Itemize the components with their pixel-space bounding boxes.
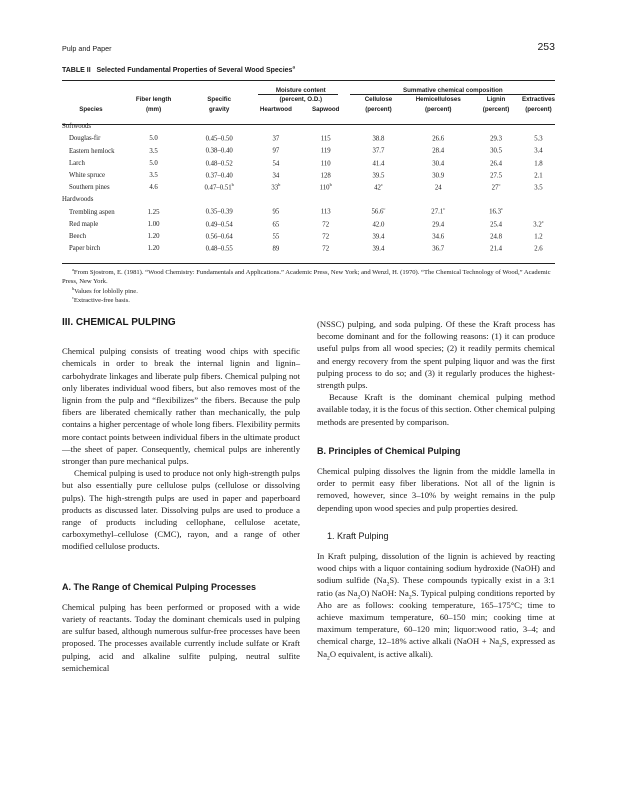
paragraph-kraft: In Kraft pulping, dissolution of the lignin is achieved by reacting wood chips with a liquor containing sodium hydroxide (NaOH) and sodium sulfide $(Na_2S)$. These compounds typically exist in a 3:1 ratio (as $Na_2O$) NaOH: $Na_2S$. Typical pulping conditions reported by Aho are as follows: cooking temperature, 165–175°C; time to achieve maximum temperature, 60–150 min; cooking time at maximum temperature, 60–120 min; liquor:wood ratio, 3–4; and chemical charge, 12–18% active alkali (NaOH + $Na_2S$, expressed as $Na_2O$ equivalent, is active alkali). [317,551,555,662]
table-cell: 21.4 [490,245,502,253]
table-cell: 42$^c$ [374,182,383,192]
table-cell: 72 [322,220,330,228]
table-cell [522,207,555,219]
section-heading-chemical-pulping: III. CHEMICAL PULPING [62,317,176,328]
col-extractives-2: (percent) [525,105,552,113]
table-row [62,231,555,243]
table-cell: 65 [272,220,280,228]
table-cell: 28.4 [432,147,445,155]
table-cell: 30.9 [432,172,445,180]
paragraph: Chemical pulping dissolves the lignin from the middle lamella in order to permit easy fiber liberations. Not all of the lignin is removed, however, since 3–10% by weight remains in the pulp depending upon wood species and pulp properties desired. [317,466,555,513]
table-caption [62,64,295,74]
col-specific-1: Specific [207,96,232,104]
table-cell: 39.5 [372,172,385,180]
table-cell: 113 [320,208,331,216]
table-cell: 2.1 [534,172,543,180]
table-cell: 16.3$^c$ [489,206,503,216]
table-cell: 0.47–0.51$^b$ [204,182,234,192]
table-cell: 0.49–0.54 [205,220,233,228]
table-group-row [62,122,555,134]
table-cell: 26.4 [490,159,502,167]
table-cell: 30.4 [432,159,445,167]
col-moisture-units: (percent, O.D.) [279,96,323,104]
table-cell: 0.48–0.52 [205,159,233,167]
table-cell: 27.5 [490,172,502,180]
table-cell: 95 [272,208,280,216]
col-species: Species [79,105,103,113]
paragraph: Chemical pulping is used to produce not only high-strength pulps but also essentially pure cellulose pulps (cellulose or dissolving pulps). The high-strength pulps are used in paper and paperboard products as discussed later. Dissolving pulps are used to produce a range of products including cellophane, cellulose acetate, carboxymethyl–cellulose (CMC), rayon, and a range of other modified cellulose products. [62,468,300,552]
table-row [62,134,555,146]
composition-group-header: Summative chemical composition [402,86,503,94]
table-cell: 27.1$^c$ [431,206,446,216]
table-cell: 24.8 [490,233,502,241]
table-body [62,122,555,256]
table-cell: 119 [320,147,331,155]
footnote-a [62,268,555,287]
table-row [62,146,555,158]
table-cell: 3.5 [534,184,543,192]
table-cell: 41.4 [372,159,385,167]
table-cell: 0.37–0.40 [205,172,233,180]
table-group-label: Hardwoods [62,196,94,204]
table-cell-species: Southern pines [69,184,110,192]
table-cell: 3.4 [534,147,543,155]
table-cell: 34.6 [432,233,445,241]
table-cell: 89 [272,245,280,253]
table-cell: 0.45–0.50 [205,135,233,143]
col-fiber-length-2: (mm) [146,105,162,113]
col-hemicelluloses-2: (percent) [425,105,452,113]
table-cell: 1.2 [534,233,543,241]
footnote-c-text: Extractive-free basis. [73,297,130,304]
table-caption-note: a [292,64,295,70]
left-column [62,317,300,674]
table-cell: 39.4 [372,233,385,241]
table-group-row [62,195,555,207]
col-lignin-1: Lignin [486,96,506,104]
footnote-b-mark: b [72,285,75,291]
table-cell: 1.8 [534,159,543,167]
table-caption-label: TABLE II [62,67,91,74]
table-cell: 3.5 [149,171,158,179]
table-cell: 1.20 [147,245,160,253]
table-cell: 72 [322,233,330,241]
col-extractives-1: Extractives [521,96,555,104]
table-cell: 54 [272,159,280,167]
table-cell: 0.35–0.39 [205,208,233,216]
table-caption-text: Selected Fundamental Properties of Several Wood Species [96,67,293,74]
table-cell: 0.56–0.64 [205,233,233,241]
table-cell: 29.4 [432,220,445,228]
table-cell: 0.48–0.55 [205,245,233,253]
table-cell: 72 [322,245,330,253]
table-cell: 33$^b$ [271,182,281,192]
table-row [62,207,555,219]
table-row [62,243,555,255]
footnote-b [62,287,565,296]
table-cell: 38.8 [372,135,385,143]
col-specific-2: gravity [209,105,230,113]
table-cell-species: Douglas-fir [69,135,101,143]
table-cell-species: Beech [69,232,86,240]
table-cell: 110 [320,159,331,167]
footnote-c [62,296,565,305]
table-cell: 24 [434,184,442,192]
table-cell: 37.7 [372,147,385,155]
moisture-group-header: Moisture content [275,86,326,94]
table-cell: 56.6$^c$ [371,206,386,216]
table-row [62,158,555,170]
table-cell: 110$^b$ [319,182,332,192]
col-cellulose-2: (percent) [365,105,392,113]
table-cell: 25.4 [490,220,502,228]
table-cell: 3.2$^c$ [533,218,544,228]
footnote-b-text: Values for loblolly pine. [74,288,138,295]
table-cell: 5.0 [149,135,158,143]
table-cell: 55 [272,233,280,241]
footnote-c-mark: c [72,294,74,300]
subsection-heading-principles: B. Principles of Chemical Pulping [317,445,461,456]
table-cell: 5.3 [534,135,543,143]
table-cell: 27$^c$ [491,182,501,192]
page-number: 253 [537,41,555,53]
table-cell: 42.0 [372,220,385,228]
table-cell-species: Red maple [69,220,99,228]
table-row [62,170,555,182]
col-sapwood: Sapwood [311,105,340,113]
table-cell: 2.6 [534,245,543,253]
table-cell-species: Trembling aspen [69,208,115,216]
table-cell: 1.00 [147,220,160,228]
subsubsection-heading-kraft: 1. Kraft Pulping [327,530,389,541]
right-column [317,318,555,660]
table-cell: 115 [320,135,331,143]
paragraph: (NSSC) pulping, and soda pulping. Of these the Kraft process has become dominant and for the following reasons: (1) it can produce useful pulps from all wood species; (2) it readily permits chemical and energy recovery from the spent pulping liquor and was the first pulping process to do so; and (3) it regularly produces the highest-strength pulps. [317,319,555,391]
table-cell-species: Paper birch [69,245,101,253]
table-cell: 34 [272,172,280,180]
table-cell: 4.6 [149,184,158,192]
table-cell: 26.6 [432,135,445,143]
col-hemicelluloses-1: Hemicelluloses [415,96,461,104]
table-cell: 29.3 [490,135,502,143]
table-cell: 39.4 [372,245,385,253]
table-bottom-rule [62,263,555,264]
table-cell-species: Larch [69,159,85,167]
table-cell: 1.25 [147,208,160,216]
table-cell: 97 [272,147,280,155]
table-top-rule [62,80,555,81]
wood-properties-table [62,86,555,256]
footnote-a-text: From Sjostrom, E. (1981). “Wood Chemistry: Fundamentals and Applications.” Academic Press, New York; and Wenzl, H. (1970). “The Chemical Technology of Wood,” Academic Press, New York. [62,269,551,286]
table-cell: 3.5 [149,147,158,155]
col-cellulose-1: Cellulose [364,96,393,104]
paragraph: Because Kraft is the dominant chemical pulping method available today, it is the focus of this section. Other chemical pulping methods are presented by comparison. [317,392,555,427]
table-group-label: Softwoods [62,123,92,131]
table-cell: 30.5 [490,147,502,155]
table-cell: 128 [320,172,331,180]
col-fiber-length-1: Fiber length [135,96,172,104]
paragraph: Chemical pulping consists of treating wood chips with specific chemicals in order to break the internal lignin and lignin–carbohydrate linkages and liberate pulp fibers. Chemical pulping not only liberates individual wood fibers, but also removes most of the lignin from the pulp and “flexibilizes” the fibers. Because the pulp fibers are liberated chemically rather than mechanically, the pulp contains a higher percentage of whole long fibers. Flexibility permits more contact points between individual fibers in the ultimate product—the sheet of paper. Consequently, chemical pulps are inherently stronger than pure mechanical pulps. [62,346,300,467]
table-row [62,182,555,194]
running-title: Pulp and Paper [62,44,112,53]
table-cell-species: Eastern hemlock [69,147,115,155]
table-cell: 1.20 [147,232,160,240]
subsection-heading-range: A. The Range of Chemical Pulping Processes [62,581,257,592]
table-row [62,219,555,231]
paragraph: Chemical pulping has been performed or proposed with a wide variety of reactants. Today the dominant chemicals used in pulping are sulfur based, although numerous sulfur-free processes have been proposed. The processes available currently include sulfate or Kraft pulping, acid and alkaline sulfite pulping, neutral sulfite semichemical [62,601,300,673]
table-cell: 5.0 [149,159,158,167]
table-cell: 36.7 [432,245,445,253]
table-cell: 0.38–0.40 [205,147,233,155]
table-cell-species: White spruce [69,171,106,179]
col-heartwood: Heartwood [259,105,292,113]
footnote-a-mark: a [72,266,74,272]
col-lignin-2: (percent) [482,105,510,113]
table-cell: 37 [272,135,280,143]
